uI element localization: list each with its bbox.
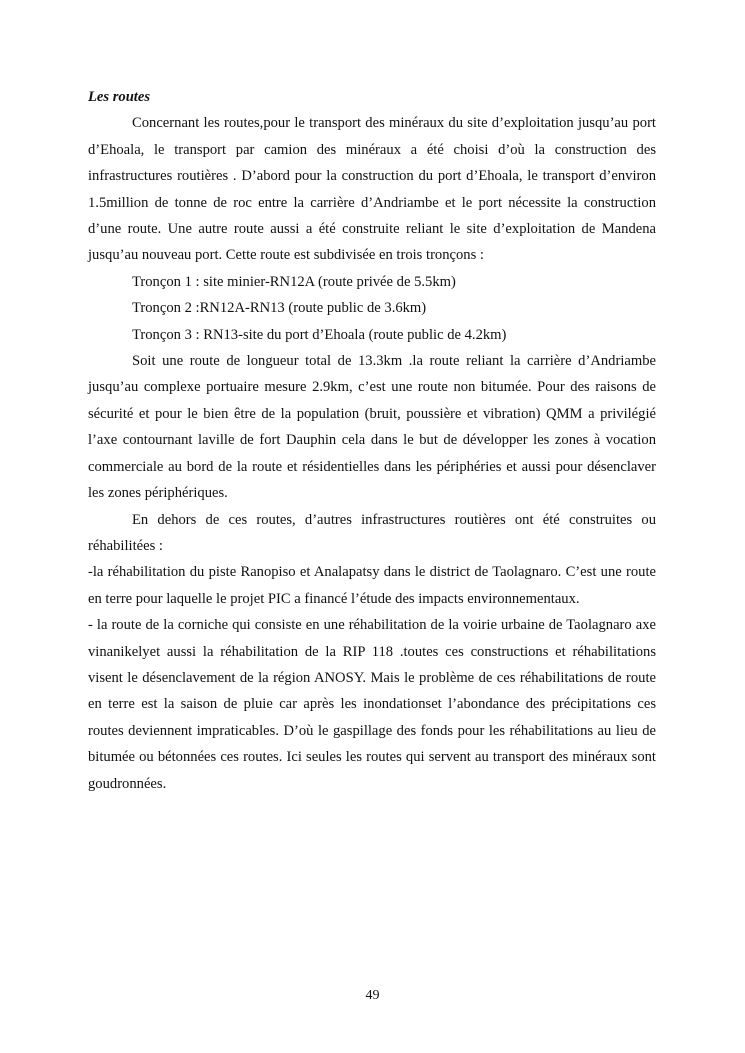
troncon-2: Tronçon 2 :RN12A-RN13 (route public de 3.6km) xyxy=(132,300,427,317)
section-heading: Les routes xyxy=(88,89,151,105)
document-body xyxy=(88,84,656,797)
paragraph-total-length: Soit une route de longueur total de 13.3km .la route reliant la carrière d’Andriambe jusqu’au complexe portuaire mesure 2.9km, c’est une route non bitumée. Pour des raisons de sécurité et pour le bien être de la population (bruit, poussière et vibration) QMM a privilégié l’axe contournant laville de fort Dauphin cela dans le but de développer les zones à vocation commerciale au bord de la route et résidentielles dans les périphéries et aussi pour désenclaver les zones périphériques. xyxy=(88,353,656,502)
page-number: 49 xyxy=(365,988,380,1003)
troncon-3: Tronçon 3 : RN13-site du port d’Ehoala (route public de 4.2km) xyxy=(132,326,507,343)
paragraph-intro: Concernant les routes,pour le transport des minéraux du site d’exploitation jusqu’au port d’Ehoala, le transport par camion des minéraux a été choisi d’où la construction des infrastructures routières . D’abord pour la construction du port d’Ehoala, le transport d’environ 1.5million de tonne de roc entre la carrière d’Andriambe et le port nécessite la construction d’une route. Une autre route aussi a été construite reliant le site d’exploitation de Mandena jusqu’au nouveau port. Cette route est subdivisée en trois tronçons : xyxy=(88,115,656,264)
item-piste-ranopiso: -la réhabilitation du piste Ranopiso et Analapatsy dans le district de Taolagnaro. C’est une route en terre pour laquelle le projet PIC a financé l’étude des impacts environnementaux. xyxy=(88,564,656,607)
item-route-corniche: - la route de la corniche qui consiste en une réhabilitation de la voirie urbaine de Taolagnaro axe vinanikelyet aussi la réhabilitation de la RIP 118 .toutes ces constructions et réhabilitations visent le désenclavement de la région ANOSY. Mais le problème de ces réhabilitations de route en terre est la saison de pluie car après les inondationset l’abondance des précipitations ces routes deviennent impraticables. D’où le gaspillage des fonds pour les réhabilitations au lieu de bitumée ou bétonnées ces routes. Ici seules les routes qui servent au transport des minéraux sont goudronnées. xyxy=(88,617,656,792)
paragraph-other-infrastructures: En dehors de ces routes, d’autres infrastructures routières ont été construites ou réhabilitées : xyxy=(88,511,656,554)
troncon-1: Tronçon 1 : site minier-RN12A (route privée de 5.5km) xyxy=(132,273,456,290)
